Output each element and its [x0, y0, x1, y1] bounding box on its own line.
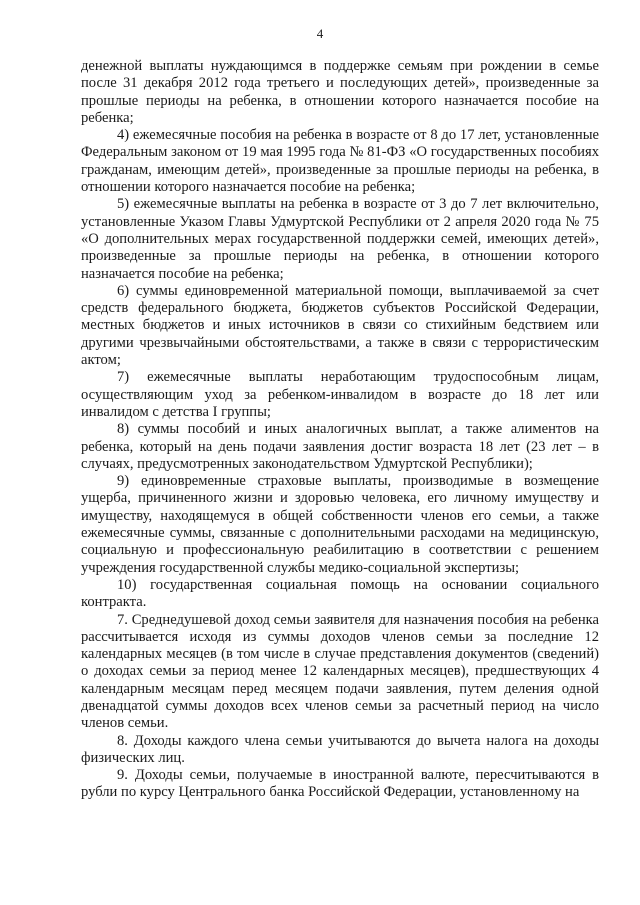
paragraph-continuation: денежной выплаты нуждающимся в поддержке семьям при рождении в семье после 31 декабря 2012 года третьего и последующих детей», произведенные за прошлые периоды на ребенка, в отношении которого назначается пособие на ребенка;: [81, 58, 599, 126]
list-item-5: 5) ежемесячные выплаты на ребенка в возрасте от 3 до 7 лет включительно, установленные Указом Главы Удмуртской Республики от 2 апреля 2020 года № 75 «О дополнительных мерах государственной поддержки семей, имеющих детей», произведенные за прошлые периоды на ребенка, в отношении которого назначается пособие на ребенка;: [81, 196, 599, 282]
list-item-6: 6) суммы единовременной материальной помощи, выплачиваемой за счет средств федерального бюджета, бюджетов субъектов Российской Федерации, местных бюджетов и иных источников в связи со стихийным бедствием или другими чрезвычайными обстоятельствами, а также в связи с террористическим актом;: [81, 282, 599, 369]
list-item-8: 8) суммы пособий и иных аналогичных выплат, а также алиментов на ребенка, который на день подачи заявления достиг возраста 18 лет (23 лет – в случаях, предусмотренных законодательством Удмуртской Республики);: [81, 421, 599, 472]
clause-9: 9. Доходы семьи, получаемые в иностранной валюте, пересчитываются в рубли по курсу Центрального банка Российской Федерации, установленному на: [81, 767, 599, 801]
clause-7: 7. Среднедушевой доход семьи заявителя для назначения пособия на ребенка рассчитывается исходя из суммы доходов членов семьи за последние 12 календарных месяцев (в том числе в случае представления документов (сведений) о доходах семьи за период менее 12 календарных месяцев), предшествующих 4 календарным месяцам перед месяцем подачи заявления, путем деления одной двенадцатой суммы доходов всех членов семьи за расчетный период на число членов семьи.: [81, 611, 599, 732]
list-item-4: 4) ежемесячные пособия на ребенка в возрасте от 8 до 17 лет, установленные Федеральным законом от 19 мая 1995 года № 81-ФЗ «О государственных пособиях гражданам, имеющим детей», произведенные за прошлые периоды на ребенка, в отношении которого назначается пособие на ребенка;: [81, 127, 599, 196]
list-item-9: 9) единовременные страховые выплаты, производимые в возмещение ущерба, причиненного жизни и здоровью человека, его личному имуществу и имуществу, находящемуся в общей собственности членов его семьи, а также ежемесячные суммы, связанные с дополнительными расходами на медицинскую, социальную и профессиональную реабилитацию в соответствии с решением учреждения государственной службы медико-социальной экспертизы;: [81, 473, 599, 576]
document-body: [81, 58, 599, 802]
page-number: 4: [316, 26, 324, 41]
clause-8: 8. Доходы каждого члена семьи учитываются до вычета налога на доходы физических лиц.: [81, 732, 599, 766]
list-item-7: 7) ежемесячные выплаты неработающим трудоспособным лицам, осуществляющим уход за ребенком-инвалидом в возрасте до 18 лет или инвалидом с детства I группы;: [81, 369, 599, 420]
list-item-10: 10) государственная социальная помощь на основании социального контракта.: [81, 576, 599, 611]
